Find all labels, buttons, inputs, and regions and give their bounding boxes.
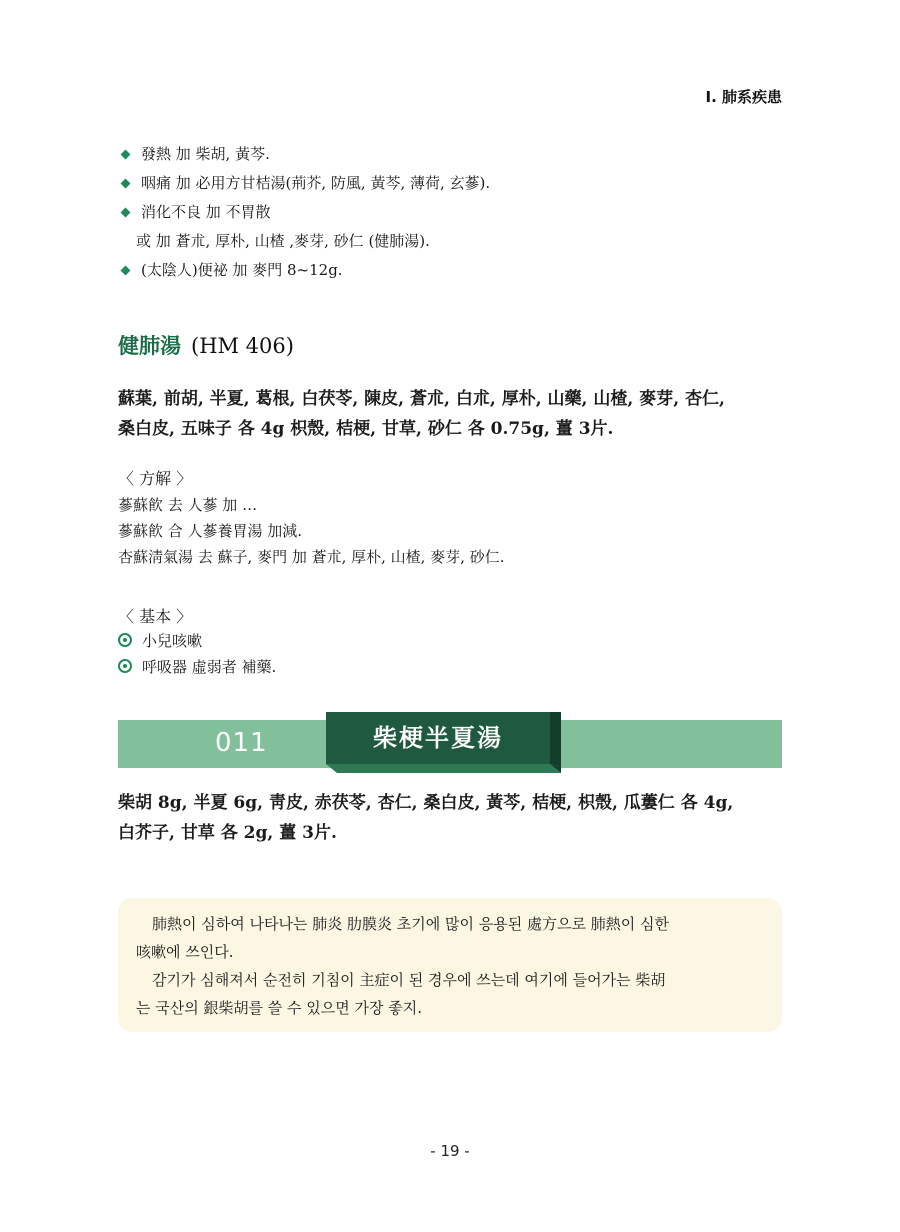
note-line: 감기가 심해져서 순전히 기침이 主症이 된 경우에 쓰는데 여기에 들어가는 柴胡	[152, 971, 666, 989]
ingredients-line: 柴胡 8g, 半夏 6g, 靑皮, 赤茯苓, 杏仁, 桑白皮, 黃芩, 桔梗, 枳殼, 瓜蔞仁 各 4g,	[118, 793, 734, 813]
circle-bullet-icon	[118, 659, 132, 673]
basic-item: 小兒咳嗽	[118, 628, 276, 654]
bullet-continuation: 或 加 蒼朮, 厚朴, 山楂 ,麥芽, 砂仁 (健肺湯).	[136, 232, 430, 250]
formula-lines	[118, 492, 505, 570]
ingredients-line: 白芥子, 甘草 各 2g, 薑 3片.	[118, 823, 337, 843]
note-line: 肺熱이 심하여 나타나는 肺炎 肋膜炎 초기에 많이 응용된 處方으로 肺熱이 심한	[152, 915, 669, 933]
bullet-list	[118, 140, 788, 285]
prescription-name: 健肺湯	[118, 333, 181, 358]
chapter-header: Ⅰ. 肺系疾患	[705, 88, 782, 106]
bullet-item: (太陰人)便祕 加 麥門 8~12g.	[118, 256, 788, 285]
prescription-title	[118, 330, 294, 360]
diamond-bullet-icon	[121, 178, 131, 188]
bullet-item: 發熱 加 柴胡, 黃芩.	[118, 140, 788, 169]
page-number: - 19 -	[430, 1142, 470, 1160]
section-number: 011	[215, 728, 268, 758]
prescription-ingredients	[118, 384, 788, 444]
bullet-item: 咽痛 加 必用方甘桔湯(荊芥, 防風, 黃芩, 薄荷, 玄蔘).	[118, 169, 788, 198]
diamond-bullet-icon	[121, 265, 131, 275]
diamond-bullet-icon	[121, 207, 131, 217]
formula-line: 杏蘇淸氣湯 去 蘇子, 麥門 加 蒼朮, 厚朴, 山楂, 麥芽, 砂仁.	[118, 548, 505, 566]
prescription-code: (HM 406)	[191, 334, 294, 358]
diamond-bullet-icon	[121, 149, 131, 159]
note-line: 는 국산의 銀柴胡를 쓸 수 있으면 가장 좋지.	[136, 999, 423, 1017]
circle-bullet-icon	[118, 633, 132, 647]
ingredients-line: 桑白皮, 五味子 各 4g 枳殼, 桔梗, 甘草, 砂仁 各 0.75g, 薑 3片.	[118, 419, 614, 439]
formula-line: 蔘蘇飮 合 人蔘養胃湯 加減.	[118, 522, 303, 540]
formula-heading: 〈 方解 〉	[118, 469, 193, 488]
formula-line: 蔘蘇飮 去 人蔘 加 …	[118, 496, 258, 514]
basic-heading: 〈 基本 〉	[118, 607, 193, 626]
section-title: 柴梗半夏湯	[373, 724, 503, 752]
section-banner	[118, 720, 782, 768]
note-box	[118, 898, 782, 1032]
ingredients-line: 蘇葉, 前胡, 半夏, 葛根, 白茯苓, 陳皮, 蒼朮, 白朮, 厚朴, 山藥, 山楂, 麥芽, 杏仁,	[118, 389, 725, 409]
basic-list	[118, 628, 276, 680]
bullet-item: 消化不良 加 不胃散	[118, 198, 788, 227]
basic-item: 呼吸器 虛弱者 補藥.	[118, 654, 276, 680]
note-line: 咳嗽에 쓰인다.	[136, 943, 234, 961]
prescription2-ingredients	[118, 788, 788, 848]
